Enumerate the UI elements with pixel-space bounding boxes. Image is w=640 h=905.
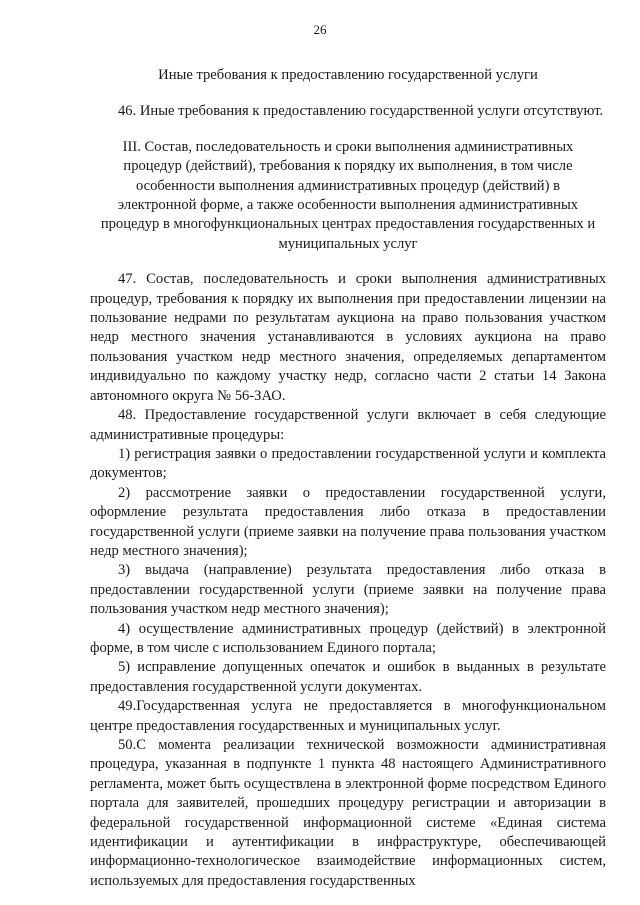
- paragraph-50: 50.С момента реализации технической возможности административная процедура, указанная в подпункте 1 пункта 48 настоящего Административного регламента, может быть осуществлена в электронной форме посредством Единого портала для заявителей, прошедших процедуру регистрации и авторизации в федеральной государственной информационной системе «Единая система идентификации и аутентификации в инфраструктуре, обеспечивающей информационно-технологическое взаимодействие информационных систем, используемых для предоставления государственных: [90, 737, 606, 889]
- paragraph-48-item-5: 5) исправление допущенных опечаток и ошибок в выданных в результате предоставления государственной услуги документах.: [90, 659, 606, 695]
- section-3-title: III. Состав, последовательность и сроки выполнения административных процедур (действий), требования к порядку их выполнения, в том числе особенности выполнения административных процедур (действий) в электронной форме, а также особенности выполнения административных процедур в многофункциональных центрах предоставления государственных и муниципальных услуг: [100, 138, 596, 252]
- paragraph-47: 47. Состав, последовательность и сроки выполнения административных процедур, требования к порядку их выполнения при предоставлении лицензии на пользование недрами по результатам аукциона на право пользования участком недр местного значения устанавливаются в условиях аукциона на право пользования участком недр местного значения, определяемых департаментом индивидуально по каждому участку недр, согласно части 2 статьи 14 Закона автономного округа № 56-ЗАО.: [90, 271, 606, 404]
- paragraph-46: 46. Иные требования к предоставлению государственной услуги отсутствуют.: [118, 103, 604, 120]
- subsection-heading: Иные требования к предоставлению государственной услуги: [158, 67, 538, 83]
- paragraph-48-item-1: 1) регистрация заявки о предоставлении государственной услуги и комплекта документов;: [90, 445, 606, 482]
- paragraph-49: 49.Государственная услуга не предоставляется в многофункциональном центре предоставления государственных и муниципальных услуг.: [90, 698, 606, 734]
- paragraph-48-item-3: 3) выдача (направление) результата предоставления либо отказа в предоставлении государственной услуги (приеме заявки на получение права пользования участком недр местного значения);: [90, 562, 606, 618]
- paragraph-48-item-4: 4) осуществление административных процедур (действий) в электронной форме, в том числе с использованием Единого портала;: [90, 620, 606, 656]
- paragraph-48-item-2: 2) рассмотрение заявки о предоставлении государственной услуги, оформление результата предоставления либо отказа в предоставлении государственной услуги (приеме заявки на получение права пользования участком недр местного значения);: [90, 484, 606, 559]
- paragraph-48: 48. Предоставление государственной услуги включает в себя следующие административные процедуры:: [90, 407, 606, 443]
- page-number: 26: [313, 22, 327, 37]
- page-content: [90, 66, 606, 891]
